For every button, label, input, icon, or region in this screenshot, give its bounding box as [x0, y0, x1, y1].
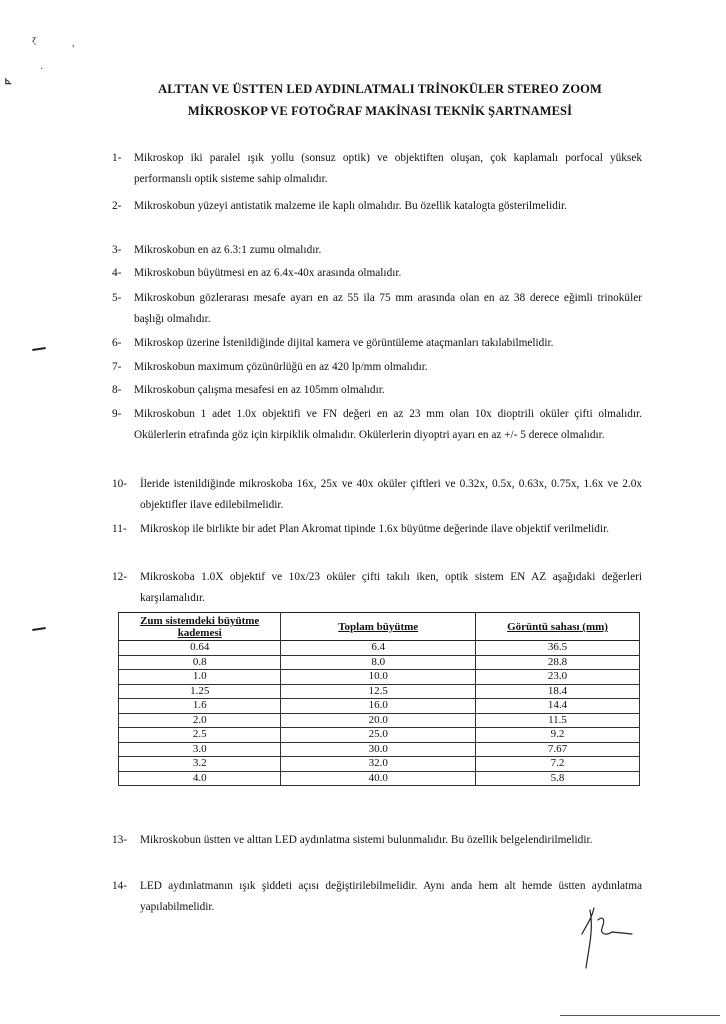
item-number: 2-	[112, 200, 122, 212]
table-cell: 3.0	[119, 742, 281, 757]
spec-item	[112, 333, 642, 354]
spec-item	[112, 404, 642, 446]
item-number: 8-	[112, 384, 122, 396]
table-cell: 1.6	[119, 699, 281, 714]
table-row	[119, 713, 640, 728]
item-text: İleride istenildiğinde mikroskoba 16x, 25x ve 40x oküler çiftleri ve 0.32x, 0.5x, 0.63x, 0.75x, 1.6x ve 2.0x objektifler ilave edilebilmelidir.	[140, 478, 642, 511]
scan-speck: ,	[72, 38, 75, 49]
table-cell: 20.0	[281, 713, 476, 728]
spec-item	[112, 380, 642, 401]
table-row	[119, 771, 640, 786]
column-header-zoom-step: Zum sistemdeki büyütme kademesi	[119, 613, 281, 641]
item-number: 3-	[112, 244, 122, 256]
table-cell: 3.2	[119, 757, 281, 772]
spec-item	[112, 567, 642, 609]
table-cell: 40.0	[281, 771, 476, 786]
table-cell: 7.67	[476, 742, 640, 757]
item-number: 13-	[112, 834, 128, 846]
item-number: 14-	[112, 880, 128, 892]
table-cell: 8.0	[281, 655, 476, 670]
item-text: Mikroskop ile birlikte bir adet Plan Akromat tipinde 1.6x büyütme değerinde ilave objektif verilmelidir.	[140, 523, 610, 535]
table-cell: 5.8	[476, 771, 640, 786]
item-text: Mikroskobun 1 adet 1.0x objektifi ve FN değeri en az 23 mm olan 10x dioptrili oküler çifti olmalıdır. Okülerlerin etrafında göz için kirpiklik olmalıdır. Okülerlerin diyoptri ayarı en az +/- 5 derece olmalıdır.	[134, 408, 642, 441]
table-header-row	[119, 613, 640, 641]
item-text: Mikroskobun en az 6.3:1 zumu olmalıdır.	[134, 244, 322, 256]
item-number: 1-	[112, 152, 122, 164]
item-number: 6-	[112, 337, 122, 349]
table-cell: 6.4	[281, 641, 476, 656]
scan-speck: ⊾	[4, 76, 13, 87]
item-text: Mikroskop üzerine İstenildiğinde dijital kamera ve görüntüleme ataçmanları takılabilmelidir.	[134, 337, 554, 349]
punch-hole-mark	[32, 627, 46, 631]
table-row	[119, 684, 640, 699]
table-cell: 0.64	[119, 641, 281, 656]
table-row	[119, 699, 640, 714]
spec-item	[112, 240, 642, 261]
scan-speck: ɀ	[32, 34, 37, 45]
table-cell: 18.4	[476, 684, 640, 699]
table-cell: 4.0	[119, 771, 281, 786]
item-text: Mikroskobun gözlerarası mesafe ayarı en az 55 ila 75 mm arasında olan en az 38 derece eğimli trinoküler başlığı olmalıdır.	[134, 292, 642, 325]
spec-item	[112, 474, 642, 516]
spec-item	[112, 519, 642, 540]
table-cell: 14.4	[476, 699, 640, 714]
item-text: Mikroskobun üstten ve alttan LED aydınlatma sistemi bulunmalıdır. Bu özellik belgelendirilmelidir.	[140, 834, 593, 846]
table-row	[119, 670, 640, 685]
table-row	[119, 641, 640, 656]
spec-item	[112, 196, 642, 217]
table-cell: 12.5	[281, 684, 476, 699]
table-cell: 28.8	[476, 655, 640, 670]
item-number: 9-	[112, 408, 122, 420]
item-number: 7-	[112, 361, 122, 373]
column-header-total-magnification: Toplam büyütme	[281, 613, 476, 641]
item-text: Mikroskobun büyütmesi en az 6.4x-40x arasında olmalıdır.	[134, 267, 402, 279]
spec-item	[112, 357, 642, 378]
table-cell: 9.2	[476, 728, 640, 743]
scan-speck: ·	[40, 64, 44, 75]
item-text: Mikroskobun yüzeyi antistatik malzeme ile kaplı olmalıdır. Bu özellik katalogta gösterilmelidir.	[134, 200, 567, 212]
item-text: Mikroskoba 1.0X objektif ve 10x/23 oküler çifti takılı iken, optik sistem EN AZ aşağıdaki değerleri karşılamalıdır.	[140, 571, 642, 604]
table-cell: 1.25	[119, 684, 281, 699]
table-row	[119, 757, 640, 772]
item-number: 10-	[112, 478, 128, 490]
specification-table	[118, 612, 640, 786]
item-text: Mikroskobun çalışma mesafesi en az 105mm olmalıdır.	[134, 384, 385, 396]
item-text: Mikroskop iki paralel ışık yollu (sonsuz optik) ve objektiften oluşan, çok kaplamalı porfocal yüksek performanslı optik sisteme sahip olmalıdır.	[134, 152, 642, 185]
table-row	[119, 728, 640, 743]
item-text: Mikroskobun maximum çözünürlüğü en az 420 lp/mm olmalıdır.	[134, 361, 428, 373]
document-title-line1: ALTTAN VE ÜSTTEN LED AYDINLATMALI TRİNOKÜLER STEREO ZOOM	[158, 82, 602, 96]
document-title-line2: MİKROSKOP VE FOTOĞRAF MAKİNASI TEKNİK ŞARTNAMESİ	[187, 104, 573, 118]
punch-hole-mark	[32, 347, 46, 351]
footer-line	[560, 1015, 720, 1016]
spec-item	[112, 148, 642, 190]
item-number: 5-	[112, 292, 122, 304]
spec-item	[112, 876, 642, 918]
table-cell: 10.0	[281, 670, 476, 685]
table-cell: 2.0	[119, 713, 281, 728]
table-cell: 23.0	[476, 670, 640, 685]
table-row	[119, 655, 640, 670]
spec-item	[112, 263, 642, 284]
table-cell: 16.0	[281, 699, 476, 714]
table-cell: 36.5	[476, 641, 640, 656]
table-cell: 30.0	[281, 742, 476, 757]
table-cell: 32.0	[281, 757, 476, 772]
spec-item	[112, 288, 642, 330]
table-cell: 25.0	[281, 728, 476, 743]
item-text: LED aydınlatmanın ışık şiddeti açısı değiştirilebilmelidir. Aynı anda hem alt hemde üstten aydınlatma yapılabilmelidir.	[140, 880, 642, 913]
table-cell: 11.5	[476, 713, 640, 728]
table-cell: 7.2	[476, 757, 640, 772]
handwritten-signature	[572, 900, 642, 980]
item-number: 11-	[112, 523, 127, 535]
item-number: 12-	[112, 571, 128, 583]
item-number: 4-	[112, 267, 122, 279]
table-row	[119, 742, 640, 757]
spec-item	[112, 830, 642, 851]
table-cell: 2.5	[119, 728, 281, 743]
table-cell: 0.8	[119, 655, 281, 670]
table-cell: 1.0	[119, 670, 281, 685]
column-header-field-of-view: Görüntü sahası (mm)	[476, 613, 640, 641]
